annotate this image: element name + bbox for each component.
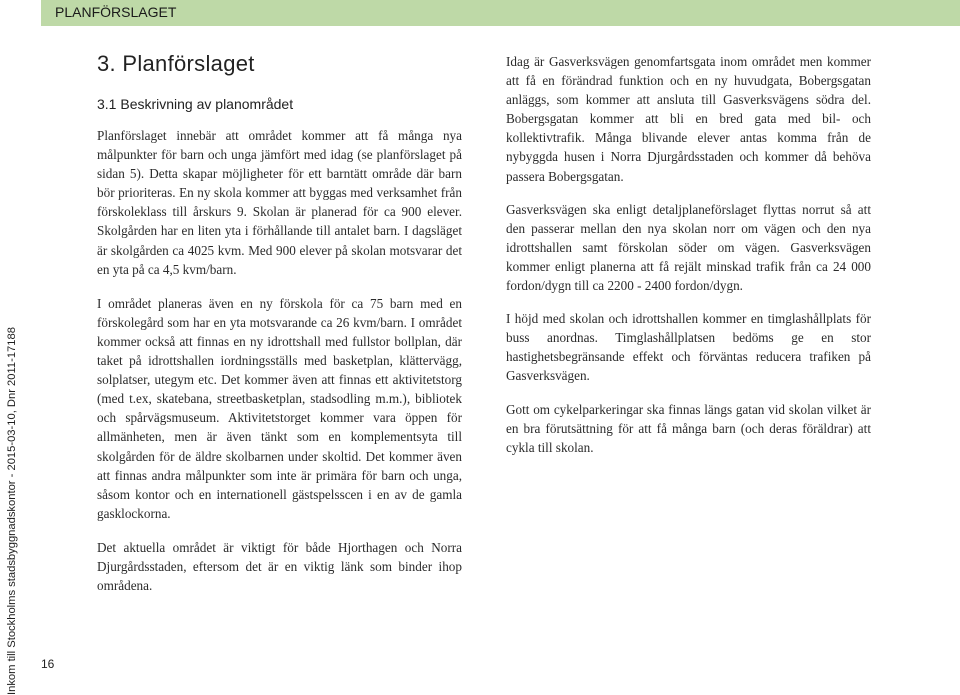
registration-stamp-text: Inkom till Stockholms stadsbyggnadskontor - 2015-03-10, Dnr 2011-17188 <box>6 327 18 695</box>
body-paragraph: Gasverksvägen ska enligt detaljplaneförslaget flyttas norrut så att den passerar mellan den nya skolan norr om vägen och den nya idrottshallen samt förskolan söder om vägen. Gasverksvägen kommer enligt planerna att få rejält minskad trafik från ca 24 000 fordon/dygn till ca 2200 - 2400 fordon/dygn. <box>506 201 871 294</box>
left-column <box>97 48 462 595</box>
registration-stamp <box>3 327 21 695</box>
section-label: PLANFÖRSLAGET <box>55 4 177 20</box>
body-paragraph: I området planeras även en ny förskola för ca 75 barn med en förskolegård som har en yta motsvarande ca 26 kvm/barn. I området kommer också att finnas en ny idrottshall med fullstor bollplan, där taket på idrottshallen iordningsställs med basketplan, klättervägg, solplatser, utegym etc. Det kommer även att finnas ett aktivitetstorg (med t.ex, skatebana, streetbasketplan, stadsodling m.m.), bibliotek och spårvägsmuseum. Aktivitetstorget kommer vara öppen för allmänheten, men är även tänkt som en komplementsyta till skolgården för de äldre skolbarnen under skoltid. Det kommer även att finnas andra målpunkter som inte är primära för barn och unga, såsom kontor och en internationell gästspelsscen i en av de gamla gasklockorna. <box>97 295 462 521</box>
page-title: 3. Planförslaget <box>97 51 255 76</box>
body-paragraph: Planförslaget innebär att området kommer att få många nya målpunkter för barn och unga jämfört med idag (se planförslaget på sidan 5). Detta skapar möjligheter för ett barntätt område där barn bör prioriteras. En ny skola kommer att byggas med verksamhet från förskoleklass till årskurs 9. Skolan är planerad för ca 900 elever. Skolgården har en liten yta i förhållande till antalet barn. I dagsläget är skolgården ca 4025 kvm. Med 900 elever på skolan motsvarar det en yta på ca 4,5 kvm/barn. <box>97 128 462 277</box>
body-paragraph: I höjd med skolan och idrottshallen kommer en timglashållplats för buss anordnas. Timglashållplatsen bedöms ge en stor hastighetsbegränsande effekt och förväntas reducera trafiken på Gasverksvägen. <box>506 311 871 384</box>
page-number: 16 <box>41 657 55 671</box>
right-column <box>506 52 871 457</box>
body-paragraph: Idag är Gasverksvägen genomfartsgata inom området men kommer att få en förändrad funktion och en ny huvudgata, Bobergsgatan anläggs, som kommer att ansluta till Gasverksvägens södra del. Bobergsgatan kommer att bli en bred gata med bil- och kollektivtrafik. Många blivande elever antas komma från de nybyggda husen i Norra Djurgårdsstaden och kommer då behöva passera Bobergsgatan. <box>506 54 871 184</box>
body-paragraph: Det aktuella området är viktigt för både Hjorthagen och Norra Djurgårdsstaden, eftersom det är en viktig länk som binder ihop områdena. <box>97 539 462 594</box>
section-header-bar <box>41 0 960 26</box>
section-subtitle: 3.1 Beskrivning av planområdet <box>97 96 294 112</box>
body-paragraph: Gott om cykelparkeringar ska finnas längs gatan vid skolan vilket är en bra förutsättning för att få många barn (och deras föräldrar) att cykla till skolan. <box>506 401 871 455</box>
